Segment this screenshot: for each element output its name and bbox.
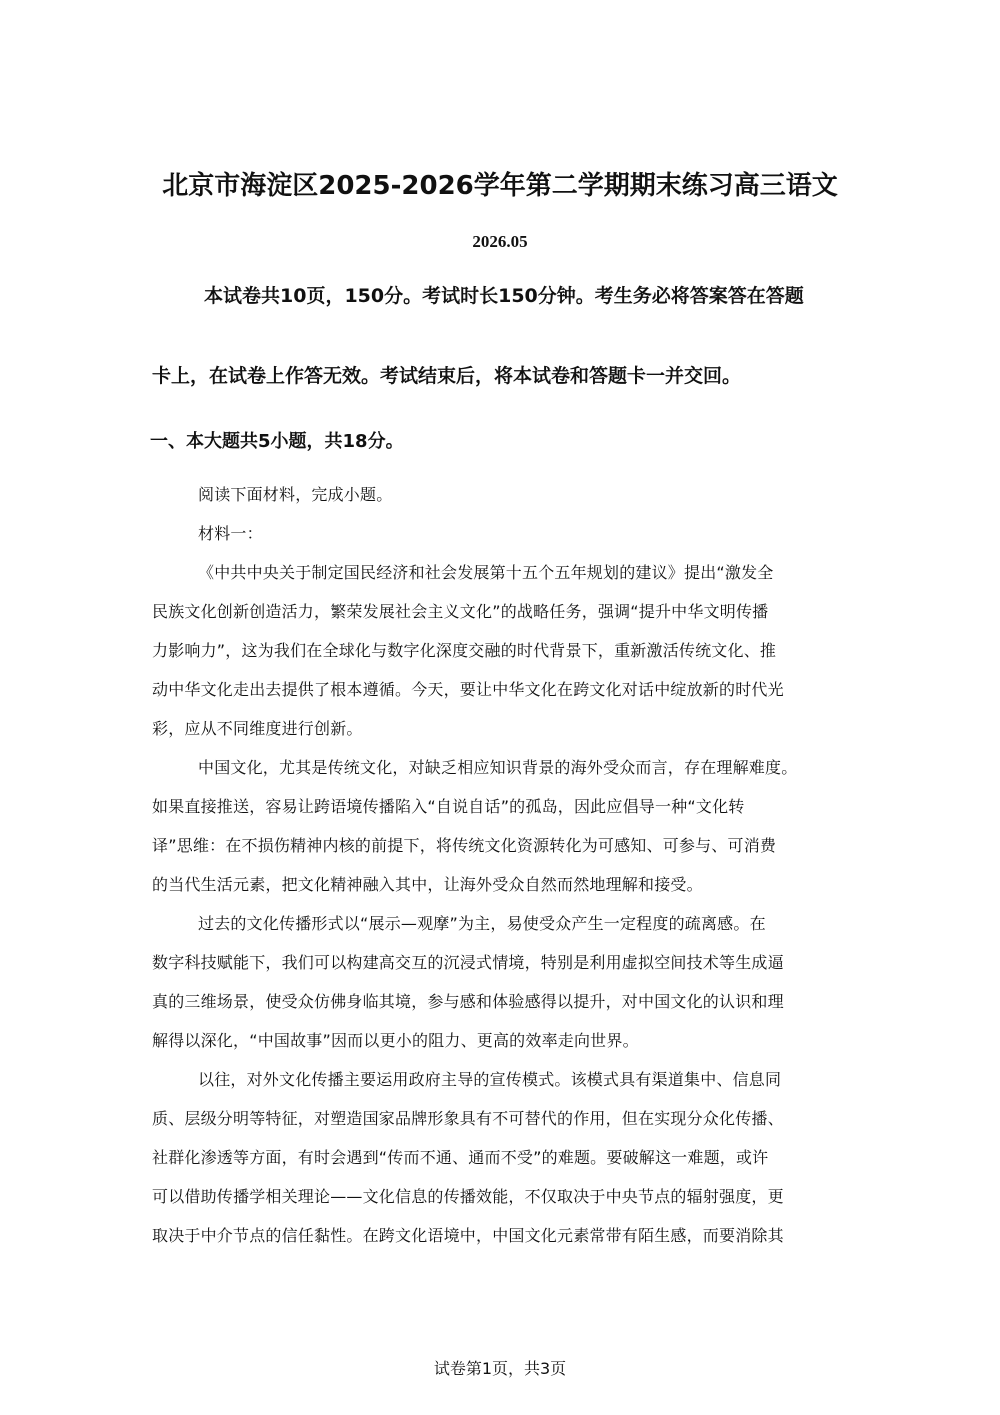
exam-title: 北京市海淀区2025-2026学年第二学期期末练习高三语文 [162, 171, 838, 201]
paragraph-line: 彩，应从不同维度进行创新。 [152, 719, 363, 738]
paragraph-line: 可以借助传播学相关理论——文化信息的传播效能，不仅取决于中央节点的辐射强度，更 [152, 1187, 784, 1206]
paragraph-line: 动中华文化走出去提供了根本遵循。今天，要让中华文化在跨文化对话中绽放新的时代光 [152, 680, 784, 699]
exam-date: 2026.05 [472, 232, 528, 251]
paragraph-line: 以往，对外文化传播主要运用政府主导的宣传模式。该模式具有渠道集中、信息同 [198, 1070, 782, 1089]
paragraph-line: 社群化渗透等方面，有时会遇到“传而不通、通而不受”的难题。要破解这一难题，或许 [152, 1148, 769, 1167]
paragraph-line: 真的三维场景，使受众仿佛身临其境，参与感和体验感得以提升，对中国文化的认识和理 [152, 992, 784, 1011]
paragraph-line: 取决于中介节点的信任黏性。在跨文化语境中，中国文化元素常带有陌生感，而要消除其 [152, 1226, 784, 1245]
paragraph-line: 过去的文化传播形式以“展示—观摩”为主，易使受众产生一定程度的疏离感。在 [198, 914, 766, 933]
notice-line-2: 卡上，在试卷上作答无效。考试结束后，将本试卷和答题卡一并交回。 [152, 365, 742, 387]
paragraph-line: 《中共中央关于制定国民经济和社会发展第十五个五年规划的建议》提出“激发全 [198, 563, 774, 582]
page-footer: 试卷第1页，共3页 [433, 1359, 567, 1378]
instruction-text: 阅读下面材料，完成小题。 [198, 485, 393, 504]
paragraph-line: 民族文化创新创造活力，繁荣发展社会主义文化”的战略任务，强调“提升中华文明传播 [152, 602, 769, 621]
notice-line-1: 本试卷共10页，150分。考试时长150分钟。考生务必将答案答在答题 [204, 285, 804, 307]
paragraph-line: 质、层级分明等特征，对塑造国家品牌形象具有不可替代的作用，但在实现分众化传播、 [152, 1109, 784, 1128]
paragraph-line: 解得以深化，“中国故事”因而以更小的阻力、更高的效率走向世界。 [152, 1031, 639, 1050]
paragraph-line: 的当代生活元素，把文化精神融入其中，让海外受众自然而然地理解和接受。 [152, 875, 703, 894]
paragraph-line: 力影响力”，这为我们在全球化与数字化深度交融的时代背景下，重新激活传统文化、推 [152, 641, 777, 660]
paragraph-line: 译”思维：在不损伤精神内核的前提下，将传统文化资源转化为可感知、可参与、可消费 [152, 836, 777, 855]
paragraph-line: 数字科技赋能下，我们可以构建高交互的沉浸式情境，特别是利用虚拟空间技术等生成逼 [152, 953, 784, 972]
material-label: 材料一： [198, 524, 263, 543]
paragraph-line: 中国文化，尤其是传统文化，对缺乏相应知识背景的海外受众而言，存在理解难度。 [198, 758, 798, 777]
paragraph-line: 如果直接推送，容易让跨语境传播陷入“自说自话”的孤岛，因此应倡导一种“文化转 [152, 797, 745, 816]
section-heading: 一、本大题共5小题，共18分。 [150, 431, 404, 452]
